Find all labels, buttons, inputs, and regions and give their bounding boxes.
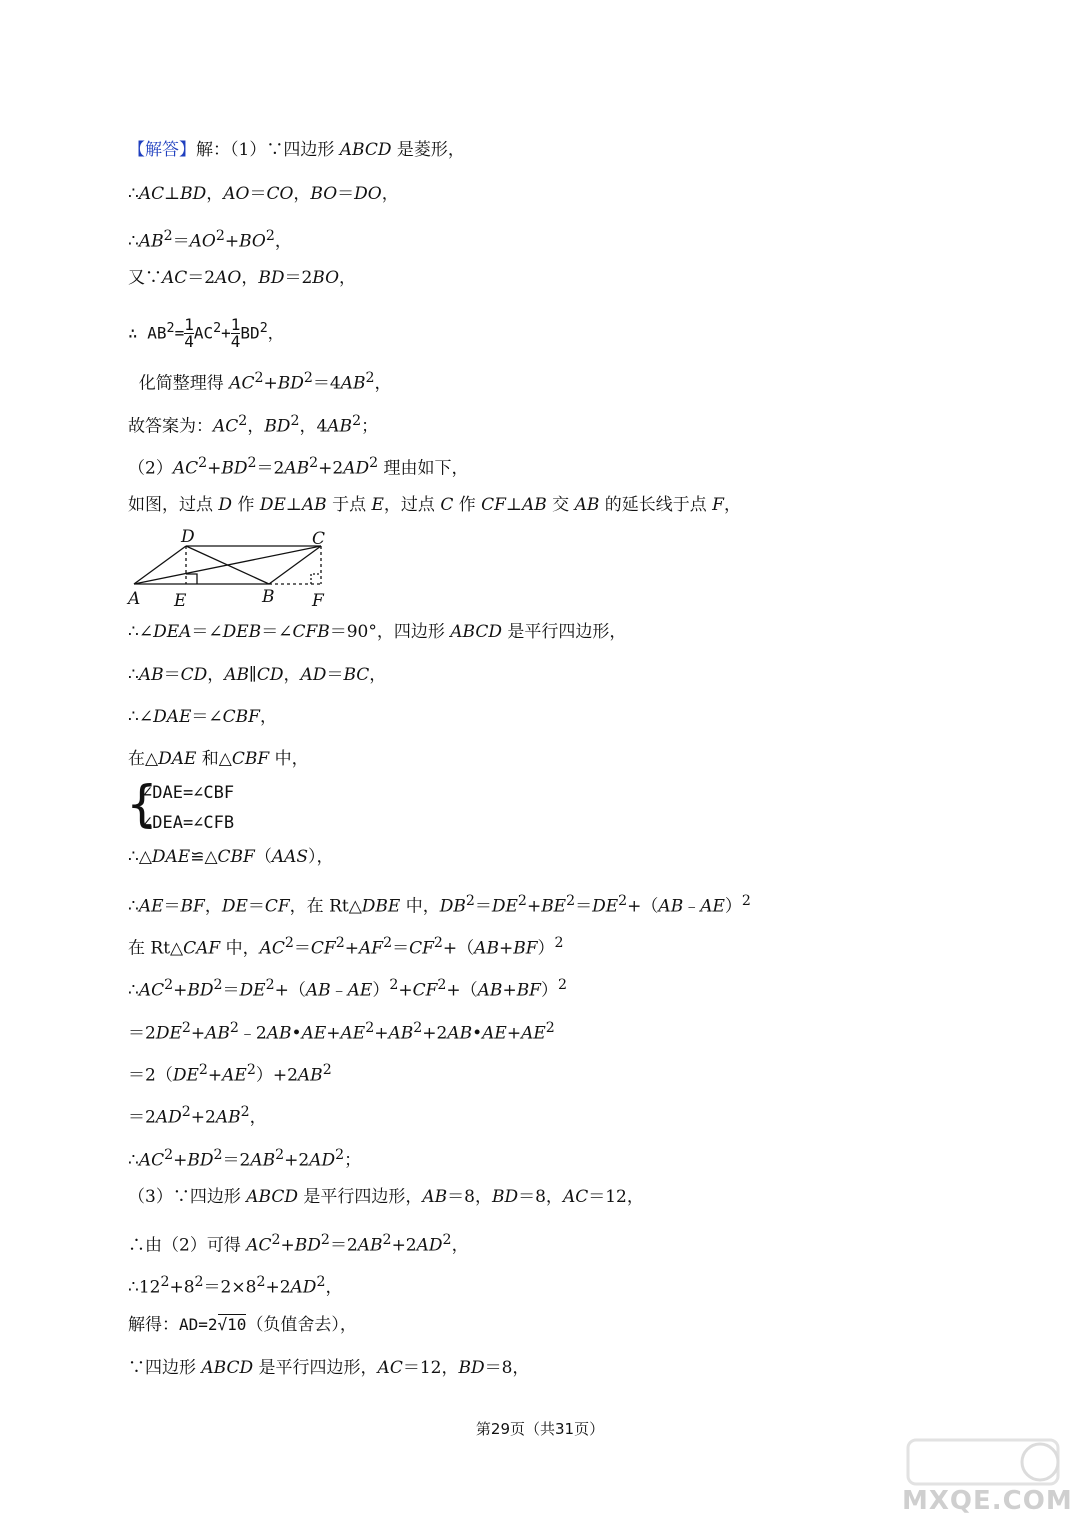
- system-line-1: ∠DAE=∠CBF: [142, 783, 235, 803]
- line-4: 又∵AC＝2AO，BD＝2BO，: [128, 268, 357, 288]
- line-28: ∵四边形 ABCD 是平行四边形，AC＝12，BD＝8，: [128, 1358, 530, 1378]
- line-13: 在△DAE 和△CBF 中，: [128, 749, 309, 769]
- line-19: $\therefore AC^2+BD^2=DE^2+(AB﹣AE)^2+CF^2+(AB+BF)^2$: [128, 977, 567, 1001]
- label-b: B: [262, 587, 275, 607]
- line-9: 如图，过点 D 作 DE⊥AB 于点 E，过点 C 作 CF⊥AB 交 AB 的延长线于点 F，: [128, 495, 741, 515]
- line-1: [128, 139, 465, 161]
- line-7: 故答案为：$AC^2$，$BD^2$，$4AB^2$；: [128, 413, 379, 437]
- line-21: $=2(DE^2+AE^2)+2AB^2$: [128, 1062, 332, 1086]
- label-f: F: [312, 591, 324, 611]
- watermark-text: MXQE.COM: [902, 1486, 1073, 1516]
- line-16: ∴△DAE≌△CBF（AAS），: [128, 847, 334, 867]
- line-11: ∴AB＝CD，AB∥CD，AD＝BC，: [128, 665, 387, 685]
- label-e: E: [174, 591, 187, 611]
- left-brace: {: [126, 775, 158, 833]
- label-d: D: [181, 527, 195, 547]
- line-2: ∴AC⊥BD，AO＝CO，BO＝DO，: [128, 184, 399, 204]
- label-c: C: [312, 529, 326, 549]
- watermark-graphic: [902, 1436, 1072, 1492]
- line-1-text: 解：（1）∵四边形 ABCD 是菱形，: [196, 140, 465, 160]
- system-line-2: ∠DEA=∠CFB: [142, 813, 235, 833]
- line-23: $\therefore AC^2+BD^2=2AB^2+2AD^2$；: [128, 1147, 362, 1171]
- label-a: A: [128, 589, 141, 609]
- line-10: ∴∠DEA＝∠DEB＝∠CFB＝90°，四边形 ABCD 是平行四边形，: [128, 622, 627, 642]
- line-24: （3）∵四边形 ABCD 是平行四边形，AB＝8，BD＝8，AC＝12，: [128, 1187, 644, 1207]
- line-12: ∴∠DAE＝∠CBF，: [128, 707, 277, 727]
- line-26: $\therefore 12^2+8^2=2\times 8^2+2AD^2$，: [128, 1274, 343, 1298]
- parallelogram-figure: [124, 526, 340, 612]
- answer-label: 【解答】: [128, 140, 196, 160]
- line-8: $(2)AC^2+BD^2=2AB^2+2AD^2$ 理由如下，: [128, 455, 469, 479]
- line-20: $=2DE^2+AB^2﹣2AB•AE+AE^2+AB^2+2AB•AE+AE^2$: [128, 1020, 555, 1044]
- page-footer: 第29页（共31页）: [475, 1420, 605, 1438]
- diagonal-bd: [186, 546, 269, 584]
- line-18: 在 Rt△CAF 中，$AC^2=CF^2+AF^2=CF^2+(AB+BF)^2$: [128, 935, 564, 959]
- line-3: $\therefore AB^2=AO^2+BO^2$，: [128, 228, 292, 252]
- line-25: ∴由（2）可得 $AC^2+BD^2=2AB^2+2AD^2$，: [128, 1232, 469, 1256]
- line-6: 化简整理得 $AC^2+BD^2=4AB^2$，: [128, 370, 392, 394]
- line-22: $=2AD^2+2AB^2$，: [128, 1104, 267, 1128]
- line-17: ∴AE＝BF，DE＝CF，在 Rt△DBE 中，$DB^2=DE^2+BE^2=DE^2+(AB﹣AE)^2$: [128, 893, 751, 917]
- right-angle-e: [186, 574, 197, 584]
- right-angle-f: [311, 574, 321, 584]
- watermark-logo: [902, 1436, 1072, 1526]
- line-27: 解得：AD=2√10（负值舍去），: [128, 1315, 357, 1335]
- line-5-formula: ∴ $AB^2=$ $\frac{1}{4}$ $AC^2+$ $\frac{1}{4}$ $BD^2$，: [128, 315, 284, 352]
